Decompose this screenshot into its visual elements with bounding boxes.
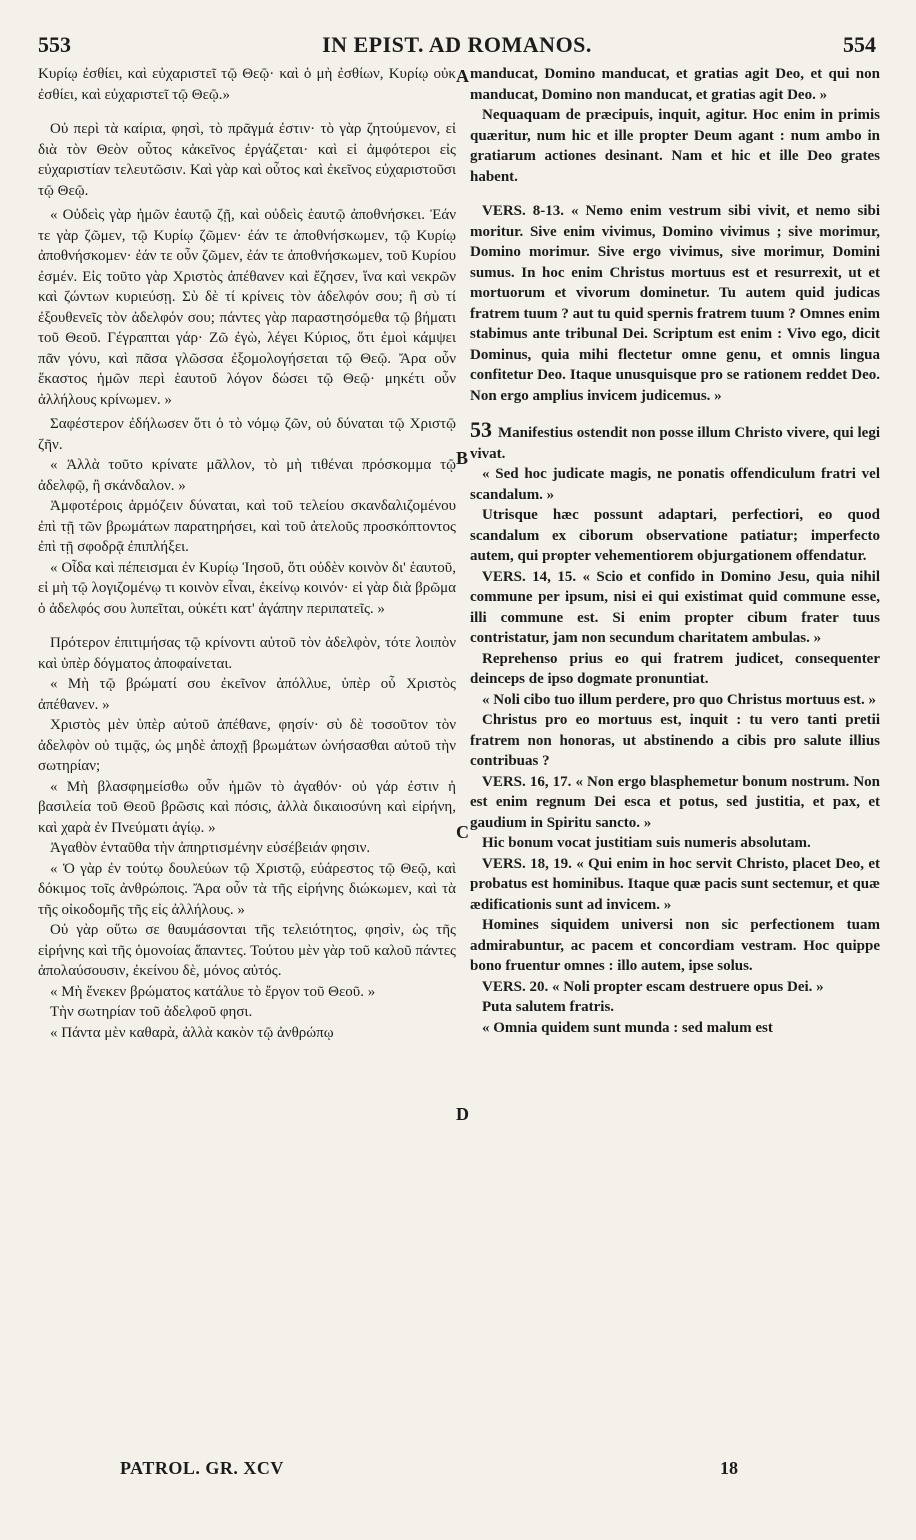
latin-paragraph-text: Manifestius ostendit non posse illum Christo vivere, qui legi vivat. [470, 425, 880, 462]
greek-paragraph: « Οἶδα καὶ πέπεισμαι ἐν Κυρίῳ Ἰησοῦ, ὅτι οὐδὲν κοινὸν δι' ἑαυτοῦ, εἰ μὴ τῷ λογιζομένῳ τι κοινὸν εἶναι, ἐκείνῳ κοινόν· εἰ γὰρ διὰ βρῶμα ὁ ἀδελφός σου λυπεῖται, οὐκέτι κατ' ἀγάπην περιπατεῖς. » [38, 559, 456, 617]
latin-paragraph: VERS. 8-13. « Nemo enim vestrum sibi vivit, et nemo sibi moritur. Sive enim vivimus, Domino vivimus ; sive morimur, Domino morimur. Sive ergo vivimus, sive morimur, Domini sumus. In hoc enim Christus mortuus est et resurrexit, ut et mortuorum et vivorum dominetur. Tu autem quid judicas fratrem tuum ? aut tu quid spernis fratrem tuum ? Omnes enim stabimus ante tribunal Dei. Scriptum est enim : Vivo ego, dicit Dominus, quia mihi flectetur omne genu, et omnis lingua confitetur Deo. Itaque unusquisque pro se rationem reddet Deo. Non ergo amplius invicem judicemus. » [470, 203, 880, 404]
greek-paragraph: Σαφέστερον ἐδήλωσεν ὅτι ὁ τὸ νόμῳ ζῶν, οὐ δύναται τῷ Χριστῷ ζῆν. [38, 416, 456, 453]
latin-paragraph: « Noli cibo tuo illum perdere, pro quo Christus mortuus est. » [482, 691, 877, 708]
latin-column [470, 64, 880, 1038]
page-footer [38, 1458, 876, 1488]
greek-paragraph: Χριστὸς μὲν ὑπὲρ αὐτοῦ ἀπέθανε, φησίν· σὺ δὲ τοσοῦτον τὸν ἀδελφὸν οὐ τιμᾷς, ὡς μηδὲ ἀποχῇ βρωμάτων ὠνήσασθαι αὐτοῦ τὴν σωτηρίαν; [38, 717, 456, 774]
latin-paragraph: VERS. 18, 19. « Qui enim in hoc servit Christo, placet Deo, et probatus est hominibus. Itaque quæ pacis sunt sectemur, et quæ ædificationis sunt ad invicem. » [470, 855, 880, 913]
latin-paragraph: « Sed hoc judicate magis, ne ponatis offendiculum fratri vel scandalum. » [470, 466, 880, 503]
latin-paragraph: Nequaquam de præcipuis, inquit, agitur. Hoc enim in primis quæritur, num hic et ille propter Deum agant : num ambo in gratiarum actiones desinant. Nam et hic et ille Deo grates habent. [470, 107, 880, 185]
greek-paragraph: « Μὴ τῷ βρώματί σου ἐκεῖνον ἀπόλλυε, ὑπὲρ οὗ Χριστὸς ἀπέθανεν. » [38, 676, 456, 713]
greek-paragraph: Κυρίῳ ἐσθίει, καὶ εὐχαριστεῖ τῷ Θεῷ· καὶ ὁ μὴ ἐσθίων, Κυρίῳ οὐκ ἐσθίει, καὶ εὐχαριστεῖ τῷ Θεῷ.» [38, 66, 456, 103]
greek-paragraph: « Πάντα μὲν καθαρὰ, ἀλλὰ κακὸν τῷ ἀνθρώπῳ [50, 1024, 334, 1041]
greek-paragraph: « Οὐδεὶς γὰρ ἡμῶν ἑαυτῷ ζῇ, καὶ οὐδεὶς ἑαυτῷ ἀποθνήσκει. Ἐάν τε γὰρ ζῶμεν, τῷ Κυρίῳ ζῶμεν· ἐάν τε ἀποθνήσκωμεν, τῷ Κυρίῳ ἀποθνήσκομεν· ἐάν τε οὖν ζῶμεν, ἐάν τε ἀποθνήσκωμεν, τοῦ Κυρίου ἐσμέν. Εἰς τοῦτο γὰρ Χριστὸς ἀπέθανεν καὶ ἔζησεν, ἵνα καὶ νεκρῶν καὶ ζώντων κυριεύσῃ. Σὺ δὲ τί κρίνεις τὸν ἀδελφόν σου; ἢ σὺ τί ἐξουθενεῖς τὸν ἀδελφόν σου; πάντες γὰρ παραστησόμεθα τῷ βήματι τοῦ Θεοῦ. Γέγραπται γάρ· Ζῶ ἐγὼ, λέγει Κύριος, ὅτι ἐμοὶ κάμψει πᾶν γόνυ, καὶ πᾶσα γλῶσσα ἐξομολογήσεται τῷ Θεῷ. Ἄρα οὖν ἕκαστος ἡμῶν περὶ ἑαυτοῦ λόγον δώσει τῷ Θεῷ· μηκέτι οὖν ἀλλήλους κρίνωμεν. » [38, 207, 456, 408]
latin-paragraph: « Omnia quidem sunt munda : sed malum est [482, 1019, 773, 1036]
latin-paragraph: VERS. 14, 15. « Scio et confido in Domino Jesu, quia nihil commune per ipsum, nisi ei qui existimat quid commune esse, illi commune est. Si enim propter cibum frater tuus contristatur, jam non secundum charitatem ambulas. » [470, 568, 880, 646]
greek-column [38, 64, 456, 1043]
latin-paragraph: VERS. 16, 17. « Non ergo blasphemetur bonum nostrum. Non est enim regnum Dei esca et potus, sed justitia, et pax, et gaudium in Spiritu sancto. » [470, 773, 880, 831]
greek-paragraph: « Ὁ γὰρ ἐν τούτῳ δουλεύων τῷ Χριστῷ, εὐάρεστος τῷ Θεῷ, καὶ δόκιμος τοῖς ἀνθρώποις. Ἄρα οὖν τὰ τῆς εἰρήνης διώκωμεν, καὶ τὰ τῆς οἰκοδομῆς τῆς εἰς ἀλλήλους. » [38, 860, 456, 918]
greek-paragraph: Οὐ περὶ τὰ καίρια, φησὶ, τὸ πρᾶγμά ἐστιν· τὸ γὰρ ζητούμενον, εἰ διὰ τὸν Θεὸν οὗτος κἀκεῖνος ἐργάζεται· καὶ εἰ ἀμφότεροι εἰς εὐχαριστίαν τελευτῶσιν. Καὶ γὰρ καὶ οὗτος καὶ ἐκεῖνος εὐχαριστοῦσι τῷ Θεῷ. [38, 121, 456, 199]
section-number: 53 [470, 417, 492, 442]
margin-marker-c: C [456, 822, 469, 842]
latin-paragraph: Hic bonum vocat justitiam suis numeris absolutam. [482, 835, 811, 851]
greek-paragraph: « Ἀλλὰ τοῦτο κρίνατε μᾶλλον, τὸ μὴ τιθέναι πρόσκομμα τῷ ἀδελφῷ, ἢ σκάνδαλον. » [38, 457, 456, 494]
latin-paragraph: Reprehenso prius eo qui fratrem judicet, consequenter deinceps de ipso dogmate pronuntiat. [470, 650, 880, 687]
latin-paragraph: manducat, Domino manducat, et gratias agit Deo, et qui non manducat, Domino non manducat, et gratias agit Deo. » [470, 66, 880, 103]
margin-marker-d: D [456, 1104, 469, 1124]
latin-paragraph: VERS. 20. « Noli propter escam destruere opus Dei. » [482, 978, 824, 995]
latin-paragraph-53 [470, 417, 880, 464]
latin-paragraph: Utrisque hæc possunt adaptari, perfectiori, eo quod scandalum ex ciborum observatione patiatur; imperfecto autem, qui propter vehementiorem objurgationem offendatur. [470, 507, 880, 564]
running-title: IN EPIST. AD ROMANOS. [322, 32, 592, 57]
latin-paragraph: Homines siquidem universi non sic perfectionem tuam admirabuntur, ac pacem et concordiam vestram. Hoc quippe bono fruentur omnes : illo autem, ipse solus. [470, 917, 880, 974]
latin-paragraph: Puta salutem fratris. [482, 999, 615, 1015]
greek-paragraph: Ἀγαθὸν ἐνταῦθα τὴν ἀπηρτισμένην εὐσέβειάν φησιν. [50, 840, 371, 856]
greek-paragraph: Ἀμφοτέροις ἁρμόζειν δύναται, καὶ τοῦ τελείου σκανδαλιζομένου ἐπὶ τῇ τῶν βρωμάτων παρατηρήσει, καὶ τοῦ ἀτελοῦς προσκόπτοντος ἐπὶ τῇ σφοδρᾷ ἐπιπλήξει. [38, 498, 456, 555]
greek-paragraph: « Μὴ ἕνεκεν βρώματος κατάλυε τὸ ἔργον τοῦ Θεοῦ. » [50, 983, 376, 1000]
margin-marker-b: B [456, 448, 469, 468]
page-number-right: 554 [843, 32, 876, 57]
running-header [38, 30, 876, 64]
greek-paragraph: Πρότερον ἐπιτιμήσας τῷ κρίνοντι αὐτοῦ τὸν ἀδελφὸν, τότε λοιπὸν καὶ ὑπὲρ δόγματος ἀποφαίνεται. [38, 635, 456, 672]
page-number-left: 553 [38, 32, 71, 57]
footer-signature: 18 [720, 1458, 738, 1478]
greek-paragraph: Τὴν σωτηρίαν τοῦ ἀδελφοῦ φησι. [50, 1004, 253, 1020]
margin-marker-a: A [456, 66, 469, 86]
greek-paragraph: Οὐ γὰρ οὕτω σε θαυμάσονται τῆς τελειότητος, φησὶν, ὡς τῆς εἰρήνης καὶ τῆς ὁμονοίας ἅπαντες. Τούτου μὲν γὰρ τοῦ καλοῦ πάντες ἀπολαύσουσιν, ἐκείνου δὲ, μόνος αὐτός. [38, 922, 456, 979]
footer-volume: PATROL. GR. XCV [120, 1458, 284, 1478]
latin-paragraph: Christus pro eo mortuus est, inquit : tu vero tanti pretii fratrem non honoras, ut abstinendo a cibis pro salute illius contribuas ? [470, 712, 880, 769]
greek-paragraph: « Μὴ βλασφημείσθω οὖν ἡμῶν τὸ ἀγαθόν· οὐ γάρ ἐστιν ἡ βασιλεία τοῦ Θεοῦ βρῶσις καὶ πόσις, ἀλλὰ δικαιοσύνη καὶ εἰρήνη, καὶ χαρὰ ἐν Πνεύματι ἁγίῳ. » [38, 778, 456, 836]
